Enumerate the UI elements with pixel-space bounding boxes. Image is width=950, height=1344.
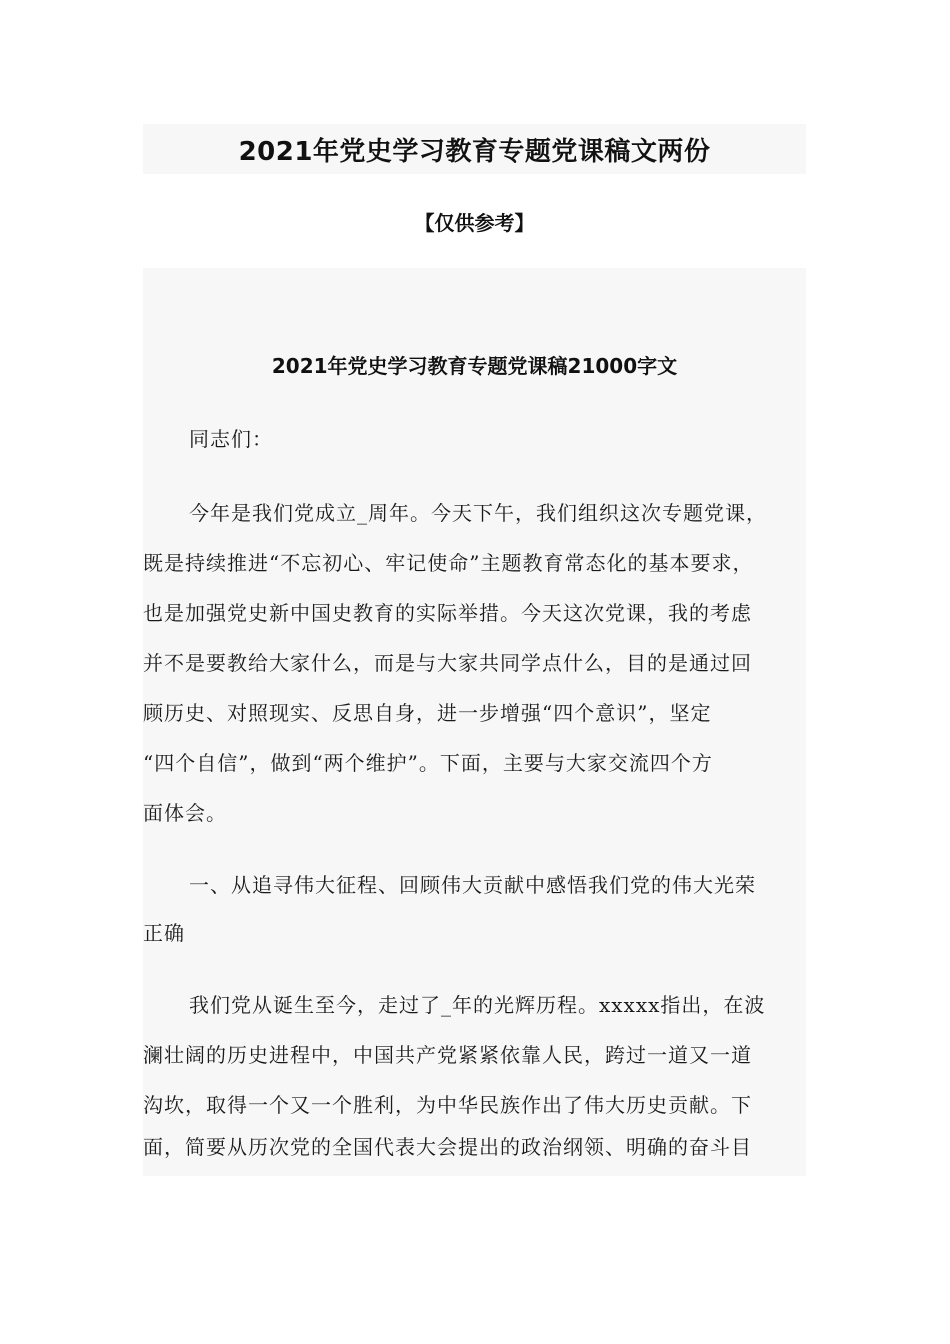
title-band <box>143 124 806 174</box>
paragraph-line: 顾历史、对照现实、反思自身，进一步增强“四个意识”，坚定 <box>143 701 712 725</box>
paragraph-line: 也是加强党史新中国史教育的实际举措。今天这次党课，我的考虑 <box>143 601 752 625</box>
document-body <box>143 268 806 1176</box>
heading-line: 正确 <box>143 921 185 945</box>
paragraph-line: 澜壮阔的历史进程中，中国共产党紧紧依靠人民，跨过一道又一道 <box>143 1043 752 1067</box>
salutation: 同志们： <box>189 427 273 451</box>
document-subtitle: 【仅供参考】 <box>414 211 535 235</box>
paragraph-line: 并不是要教给大家什么，而是与大家共同学点什么，目的是通过回 <box>143 651 752 675</box>
heading-line: 一、从追寻伟大征程、回顾伟大贡献中感悟我们党的伟大光荣 <box>189 873 756 897</box>
section-title: 2021年党史学习教育专题党课稿21000字文 <box>271 354 678 378</box>
paragraph-line: 面体会。 <box>143 801 227 825</box>
paragraph-line: 我们党从诞生至今，走过了_年的光辉历程。xxxxx指出，在波 <box>189 993 766 1017</box>
paragraph-line: 面，简要从历次党的全国代表大会提出的政治纲领、明确的奋斗目 <box>143 1135 752 1159</box>
document-title: 2021年党史学习教育专题党课稿文两份 <box>238 136 711 167</box>
paragraph-line: 既是持续推进“不忘初心、牢记使命”主题教育常态化的基本要求， <box>143 551 754 575</box>
paragraph-line: 沟坎，取得一个又一个胜利，为中华民族作出了伟大历史贡献。下 <box>143 1093 752 1117</box>
paragraph-line: 今年是我们党成立_周年。今天下午，我们组织这次专题党课， <box>189 501 767 525</box>
paragraph-line: “四个自信”，做到“两个维护”。下面，主要与大家交流四个方 <box>143 751 713 775</box>
